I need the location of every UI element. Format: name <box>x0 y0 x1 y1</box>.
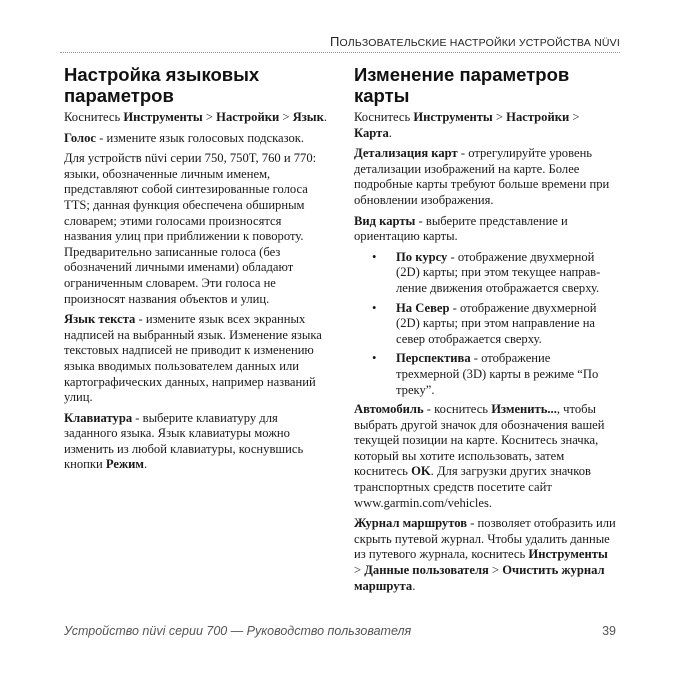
path-prefix: Коснитесь <box>64 110 124 124</box>
keyboard-paragraph <box>64 411 330 473</box>
language-path <box>64 110 330 126</box>
text-language-label: Язык текста <box>64 312 136 327</box>
list-item <box>354 301 616 348</box>
models-paragraph: Для устройств nüvi серии 750, 750T, 760 и 770: языки, обозначенные личным именем, представляют собой синтезированные голоса TTS; данная функция обеспечена обширным словарем; этими голосами произносятся названия улиц при приближении к повороту. Предварительно записанные голоса (без обозначений личными именами) обладают ограниченным словарем. Эти голоса не произносят названия объектов и улиц. <box>64 151 317 306</box>
left-column <box>64 62 330 478</box>
view-option-label: По курсу <box>396 249 448 264</box>
path-separator: > <box>202 110 217 124</box>
bullet-icon: • <box>372 300 377 315</box>
text-language-text: - измените язык всех экранных надписей на выбранный язык. Изменение языка текстовых надписей не приводит к изменению языка вводимых пользователем данных или картографических данных, например названий улиц. <box>64 312 322 405</box>
path-separator: > <box>354 563 365 578</box>
path-separator: > <box>488 563 503 578</box>
list-item <box>354 250 616 297</box>
track-log-paragraph <box>354 516 616 594</box>
voice-text: - измените язык голосовых подсказок. <box>96 130 305 145</box>
vehicle-text: - коснитесь <box>423 402 492 417</box>
path-item-clear-log: Очистить журнал маршрута <box>354 563 605 593</box>
path-item-tools: Инструменты <box>123 110 203 124</box>
running-header <box>60 34 620 49</box>
ok-button-name: OK <box>411 464 431 479</box>
list-item <box>354 351 616 398</box>
running-header-text: ОЛЬЗОВАТЕЛЬСКИЕ НАСТРОЙКИ УСТРОЙСТВА NÜVI <box>339 37 620 49</box>
vehicle-text: , чтобы выбрать другой значок для обозначения вашей текущей позиции на карте. Коснитесь значка, который вы хотите использовать, затем коснитесь <box>354 402 605 479</box>
text-language-paragraph <box>64 312 330 406</box>
keyboard-text: - выберите клавиатуру для заданного языка. Язык клавиатуры можно изменить из любой клавиатуры, коснувшись кнопки <box>64 410 304 472</box>
vehicle-paragraph <box>354 402 616 511</box>
map-view-paragraph <box>354 214 616 245</box>
path-item-settings: Настройки <box>216 110 280 124</box>
track-log-label: Журнал маршрутов <box>354 516 468 531</box>
map-view-label: Вид карты <box>354 213 416 228</box>
section-title-language: Настройка языковых параметров <box>64 64 260 106</box>
path-item-user-data: Данные пользователя <box>364 563 489 578</box>
path-item-tools: Инструменты <box>528 547 608 562</box>
change-button-name: Изменить... <box>491 402 557 417</box>
view-option-text: - отображение двухмерной (2D) карты; при этом направление на север отображается сверху. <box>396 300 597 346</box>
page-footer <box>64 624 616 638</box>
path-separator: > <box>569 110 580 124</box>
header-rule <box>60 52 620 53</box>
map-detail-paragraph <box>354 146 616 208</box>
right-column <box>354 62 616 599</box>
path-item-settings: Настройки <box>506 110 570 124</box>
view-option-text: - отображение трехмерной (3D) карты в режиме “По треку”. <box>396 351 599 397</box>
path-item-language: Язык <box>292 110 324 124</box>
footer-title: Устройство nüvi серии 700 — Руководство пользователя <box>64 624 412 638</box>
view-option-label: Перспектива <box>396 351 471 366</box>
mode-button-name: Режим <box>105 457 144 472</box>
map-detail-text: - отрегулируйте уровень детализации изображений на карте. Более подробные карты требуют больше времени при обновлении изображения. <box>354 146 610 207</box>
view-option-text: - отображение двухмерной (2D) карты; при этом текущее направ-ление движения отображается сверху. <box>396 249 601 295</box>
view-option-label: На Север <box>396 300 450 315</box>
track-log-end: . <box>412 578 416 593</box>
keyboard-label: Клавиатура <box>64 410 133 425</box>
map-detail-label: Детализация карт <box>354 146 458 161</box>
voice-label: Голос <box>64 130 96 145</box>
bullet-icon: • <box>372 351 377 366</box>
path-separator: > <box>492 110 507 124</box>
path-end: . <box>388 125 392 140</box>
path-separator: > <box>279 110 293 124</box>
map-view-text: - выберите представление и ориентацию карты. <box>354 213 568 244</box>
page-number: 39 <box>602 624 616 638</box>
track-log-text: - позволяет отобразить или скрыть путевой журнал. Чтобы удалить данные из путевого журнала, коснитесь <box>354 516 616 562</box>
section-title-map: Изменение параметров карты <box>354 64 570 106</box>
path-item-map: Карта <box>354 125 389 140</box>
path-item-tools: Инструменты <box>413 110 493 124</box>
path-prefix: Коснитесь <box>354 110 414 124</box>
map-path <box>354 110 616 141</box>
keyboard-end: . <box>144 457 148 472</box>
running-header-initial: П <box>329 34 340 49</box>
vehicle-text: . Для загрузки других значков транспортных средств посетите сайт www.garmin.com/vehicles. <box>354 464 591 510</box>
path-end: . <box>323 110 328 124</box>
bullet-icon: • <box>372 249 377 264</box>
voice-paragraph <box>64 131 330 147</box>
vehicle-label: Автомобиль <box>354 402 424 417</box>
map-view-list <box>354 250 616 398</box>
